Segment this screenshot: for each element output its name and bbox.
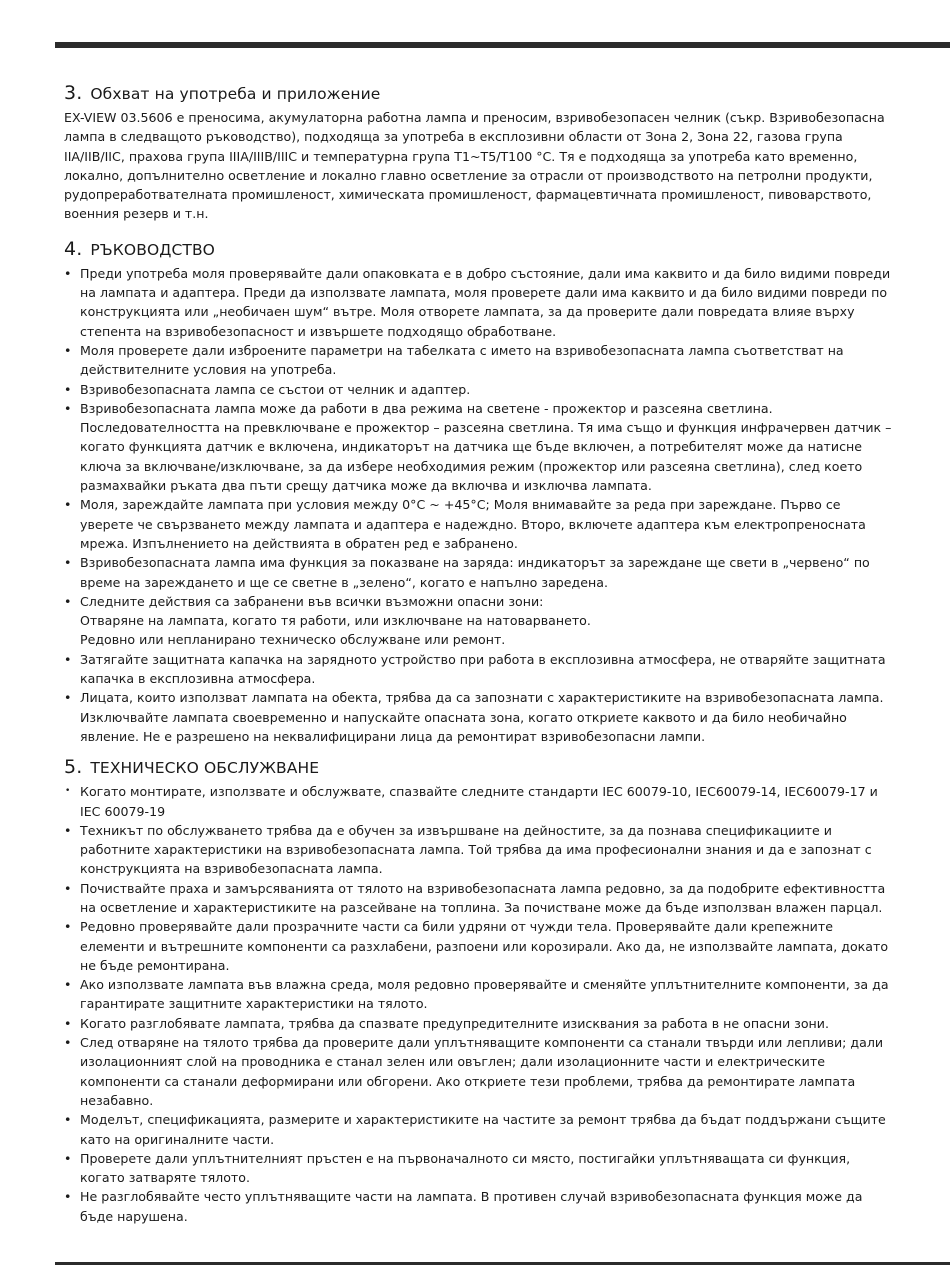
top-rule xyxy=(55,42,950,48)
bullet-icon: • xyxy=(64,400,72,416)
list-item-text: Затягайте защитната капачка на зарядното устройство при работа в експлозивна атмосфера, не отваряйте защитната капачка в експлозивна атмосфера. xyxy=(80,651,886,687)
list-item xyxy=(64,821,894,879)
bullet-icon: • xyxy=(64,690,72,706)
list-item-line: Редовно или непланирано техническо обслужване или ремонт. xyxy=(80,632,506,648)
list-item-text: Проверете дали уплътнителният пръстен е на първоначалното си място, постигайки уплътняващата си функция, когато затваряте тялото. xyxy=(80,1150,851,1186)
bullet-icon: • xyxy=(64,265,72,281)
section-scope xyxy=(64,82,894,224)
bullet-icon: • xyxy=(64,1150,72,1166)
list-item xyxy=(64,1033,894,1110)
list-item-text: Моля проверете дали изброените параметри на табелката с името на взривобезопасната лампа съответстват на действителните условия на употреба. xyxy=(80,342,844,378)
list-item xyxy=(64,782,894,821)
list-item xyxy=(64,341,894,380)
section-heading xyxy=(64,238,894,261)
section-title: Обхват на употреба и приложение xyxy=(90,85,381,103)
section-guide xyxy=(64,238,894,746)
list-item-text: Редовно проверявайте дали прозрачните части са били удряни от чужди тела. Проверявайте дали крепежните елементи и вътрешните компоненти са разхлабени, разпоени или корозирали. Ако да, не използвайте лампата, докато не бъде ремонтирана. xyxy=(80,919,889,973)
bullet-icon: • xyxy=(64,342,72,358)
bullet-icon: • xyxy=(64,497,72,513)
list-item-text: Лицата, които използват лампата на обекта, трябва да са запознати с характеристиките на взривобезопасната лампа. Изключвайте лампата своевременно и напускайте опасната зона, когато откриете каквото и да било необичайно явление. Не е разрешено на неквалифицирани лица да ремонтират взривобезопасни лампи. xyxy=(80,690,884,744)
list-item xyxy=(64,975,894,1014)
list-item xyxy=(64,1149,894,1188)
list-item-text: Взривобезопасната лампа има функция за показване на заряда: индикаторът за зареждане ще свети в „червено“ по време на зареждането и ще се светне в „зелено“, когато е напълно заредена. xyxy=(80,555,870,590)
bullet-icon: • xyxy=(65,786,71,797)
list-item-text: Когато монтирате, използвате и обслужвате, спазвайте следните стандарти IEC 60079-10, IEC60079-14, IEC60079-17 и IEC 60079-19 xyxy=(80,784,878,819)
list-item xyxy=(64,1110,894,1149)
list-item-text: Когато разглобявате лампата, трябва да спазвате предупредителните изисквания за работа в не опасни зони. xyxy=(80,1015,829,1031)
section-heading xyxy=(64,82,894,105)
bullet-icon: • xyxy=(64,381,72,397)
list-item xyxy=(64,879,894,918)
bullet-icon: • xyxy=(64,880,72,896)
list-item xyxy=(64,917,894,975)
list-item-line: Отваряне на лампата, когато тя работи, или изключване на натоварването. xyxy=(80,613,591,629)
bullet-icon: • xyxy=(64,1035,72,1051)
list-item xyxy=(64,592,894,650)
section-number: 4. xyxy=(64,237,83,260)
list-item-text: Взривобезопасната лампа се състои от челник и адаптер. xyxy=(80,381,471,397)
bullet-icon: • xyxy=(64,977,72,993)
list-item-text: Техникът по обслужването трябва да е обучен за извършване на дейностите, за да познава спецификациите и работните характеристики на взривобезопасната лампа. Той трябва да има професионални знания и да е запознат с конструкцията на взривобезопасната лампа. xyxy=(80,822,872,877)
bullet-icon: • xyxy=(64,1112,72,1128)
bullet-icon: • xyxy=(64,822,72,838)
list-item-text: Моделът, спецификацията, размерите и характеристиките на частите за ремонт трябва да бъдат поддържани същите като на оригиналните части. xyxy=(80,1112,886,1147)
list-item xyxy=(64,495,894,553)
section-number: 3. xyxy=(64,82,83,104)
section-number: 5. xyxy=(64,756,83,779)
bullet-icon: • xyxy=(64,1015,72,1031)
list-item-text: Не разглобявайте често уплътняващите части на лампата. В противен случай взривобезопасната функция може да бъде нарушена. xyxy=(80,1189,863,1224)
list-item xyxy=(64,264,894,341)
bullet-icon: • xyxy=(64,1189,72,1205)
list-item xyxy=(64,553,894,592)
list-item-text: След отваряне на тялото трябва да проверите дали уплътняващите компоненти са станали твърди или лепливи; дали изолационният слой на проводника е станал зелен или овъглен; дали изолационните части и електрическите компоненти са станали деформирани или обгорени. Ако откриете тези проблеми, трябва да ремонтирате лампата незабавно. xyxy=(80,1035,884,1108)
list-item-text: Моля, зареждайте лампата при условия между 0°C ~ +45°C; Моля внимавайте за реда при зареждане. Първо се уверете че свързването между лампата и адаптера е надеждно. Второ, включете адаптера към електропреносната мрежа. Изпълнението на действията в обратен ред е забранено. xyxy=(80,497,866,551)
section-title: РЪКОВОДСТВО xyxy=(90,240,215,259)
bottom-rule xyxy=(55,1262,950,1265)
list-item xyxy=(64,688,894,746)
bullet-icon: • xyxy=(64,555,72,571)
bullet-icon: • xyxy=(64,919,72,935)
section-maintenance xyxy=(64,756,894,1226)
list-item xyxy=(64,399,894,495)
section-title: ТЕХНИЧЕСКО ОБСЛУЖВАНЕ xyxy=(90,759,320,778)
bullet-list xyxy=(64,264,894,746)
bullet-list xyxy=(64,782,894,1226)
list-item xyxy=(64,1187,894,1226)
bullet-icon: • xyxy=(64,593,72,609)
section-paragraph: EX-VIEW 03.5606 е преносима, акумулаторна работна лампа и преносим, взривобезопасен челник (съкр. Взривобезопасна лампа в следващото ръководство), подходяща за употреба в експлозивни области от Зона 2, Зона 22, газова група IIA/IIB/IIC, прахова група IIIA/IIIB/IIIC и температурна група T1~T5/T100 °C. Тя е подходяща за употреба като временно, локално, допълнително осветление и локално главно осветление за отрасли от производството на петролни продукти, рудопреработвателната промишленост, химическата промишленост, фармацевтичната промишленост, пивоварството, военния резерв и т.н. xyxy=(64,110,885,222)
bullet-icon: • xyxy=(64,651,72,667)
document-body xyxy=(64,82,894,1238)
list-item-text: Взривобезопасната лампа може да работи в два режима на светене - прожектор и разсеяна светлина. Последователността на превключване е прожектор – разсеяна светлина. Тя има също и функция инфрачервен датчик – когато функцията датчик е включена, индикаторът на датчика ще бъде включен, а потребителят може да натисне ключа за включване/изключване, за да избере необходимия режим (прожектор или разсеяна светлина), след което размахвайки ръката два пъти срещу датчика може да включва и изключва лампата. xyxy=(80,400,892,494)
list-item-text: Преди употреба моля проверявайте дали опаковката е в добро състояние, дали има каквито и да било видими повреди на лампата и адаптера. Преди да използвате лампата, моля проверете дали има каквито и да било видими повреди по конструкцията или „необичаен шум“ вътре. Моля отворете лампата, за да проверите дали повредата влияе върху степента на взривобезопасност и извършете подходящо обработване. xyxy=(80,265,891,339)
list-item xyxy=(64,1014,894,1033)
list-item xyxy=(64,650,894,689)
list-item xyxy=(64,380,894,399)
list-item-text: Ако използвате лампата във влажна среда, моля редовно проверявайте и сменяйте уплътнителните компоненти, за да гарантирате защитните характеристики на тялото. xyxy=(80,977,889,1012)
section-heading xyxy=(64,756,894,779)
list-item-line: Следните действия са забранени във всички възможни опасни зони: xyxy=(80,593,544,609)
list-item-text: Почиствайте праха и замърсяванията от тялото на взривобезопасната лампа редовно, за да подобрите ефективността на осветление и характеристиките на разсейване на топлина. За почистване може да бъде използван влажен парцал. xyxy=(80,880,886,915)
